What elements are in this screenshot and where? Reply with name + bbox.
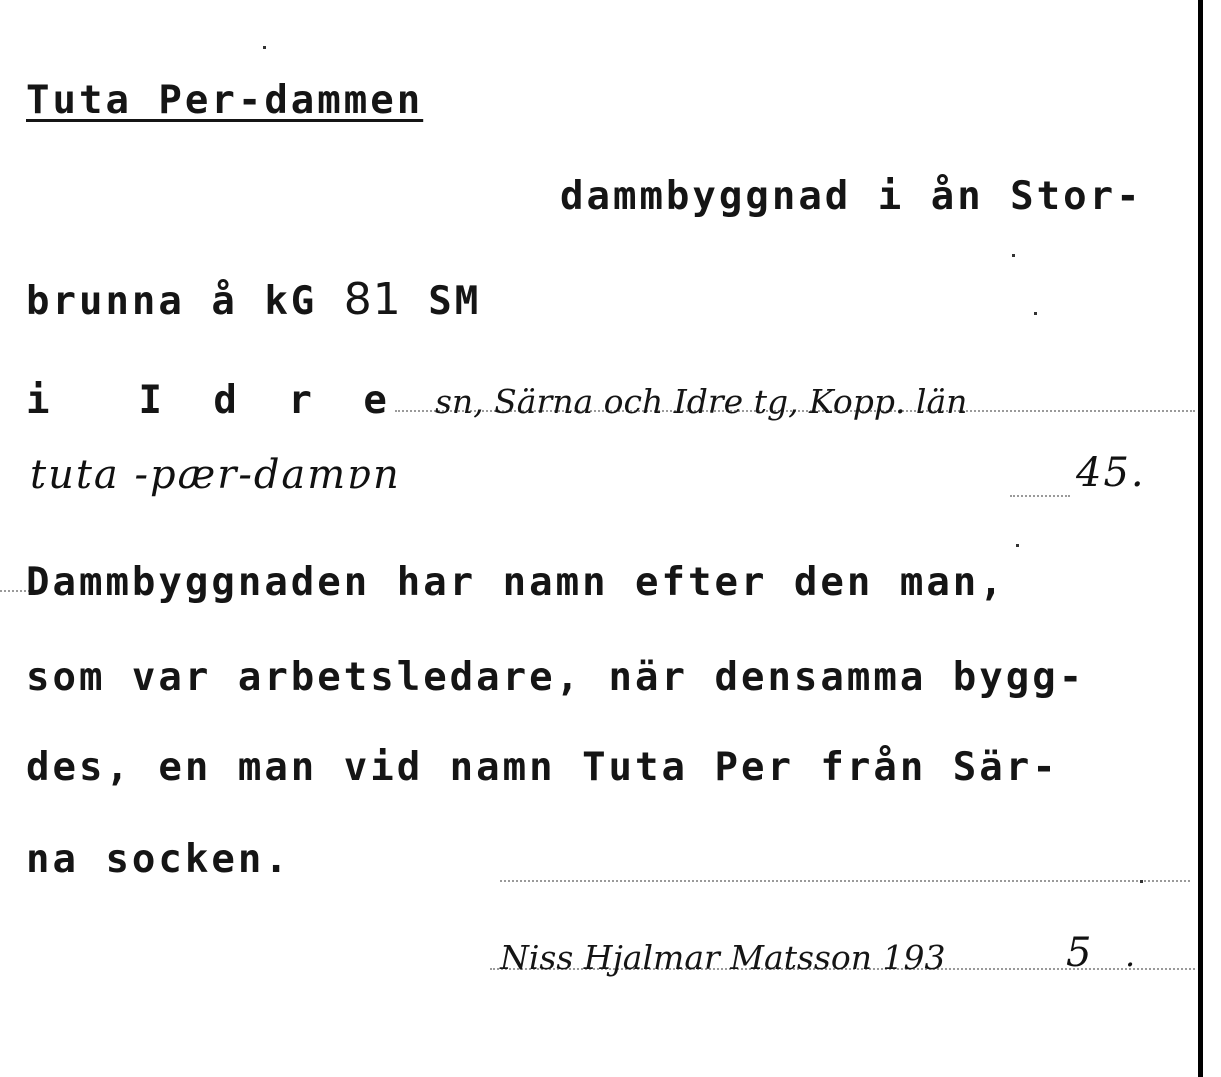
speck (263, 46, 266, 49)
object-type: dammbyggnad i ån Stor- (560, 174, 1143, 219)
headword: Tuta Per-dammen (26, 78, 424, 123)
card-edge-line (1198, 0, 1203, 1077)
speck (1012, 254, 1015, 257)
speck (1016, 544, 1019, 547)
dotted-guide (500, 880, 1190, 882)
parish-typed: i I d r e (26, 378, 401, 423)
district-printed: sn, Särna och Idre tg, Kopp. län (435, 382, 968, 421)
body-line-1: Dammbyggnaden har namn efter den man, (26, 560, 1006, 605)
year-suffix-handwritten: 5 (1066, 930, 1094, 976)
body-line-2: som var arbetsledare, när densamma bygg- (26, 655, 1086, 700)
pronunciation-handwritten: tuta -pær-damɐn (30, 452, 401, 498)
location-line (26, 274, 481, 325)
speck (1034, 312, 1037, 315)
map-code: SM (428, 279, 482, 324)
card-number-handwritten: 45. (1076, 450, 1146, 496)
informant-printed: Niss Hjalmar Matsson 193 (500, 938, 946, 977)
body-line-4: na socken. (26, 837, 291, 882)
speck (1140, 880, 1143, 883)
trailing-mark: . (1125, 936, 1138, 974)
dotted-guide (1010, 495, 1070, 497)
map-number: 81 (343, 274, 402, 325)
location-text: brunna å kG (26, 279, 318, 324)
body-line-3: des, en man vid namn Tuta Per från Sär- (26, 745, 1059, 790)
